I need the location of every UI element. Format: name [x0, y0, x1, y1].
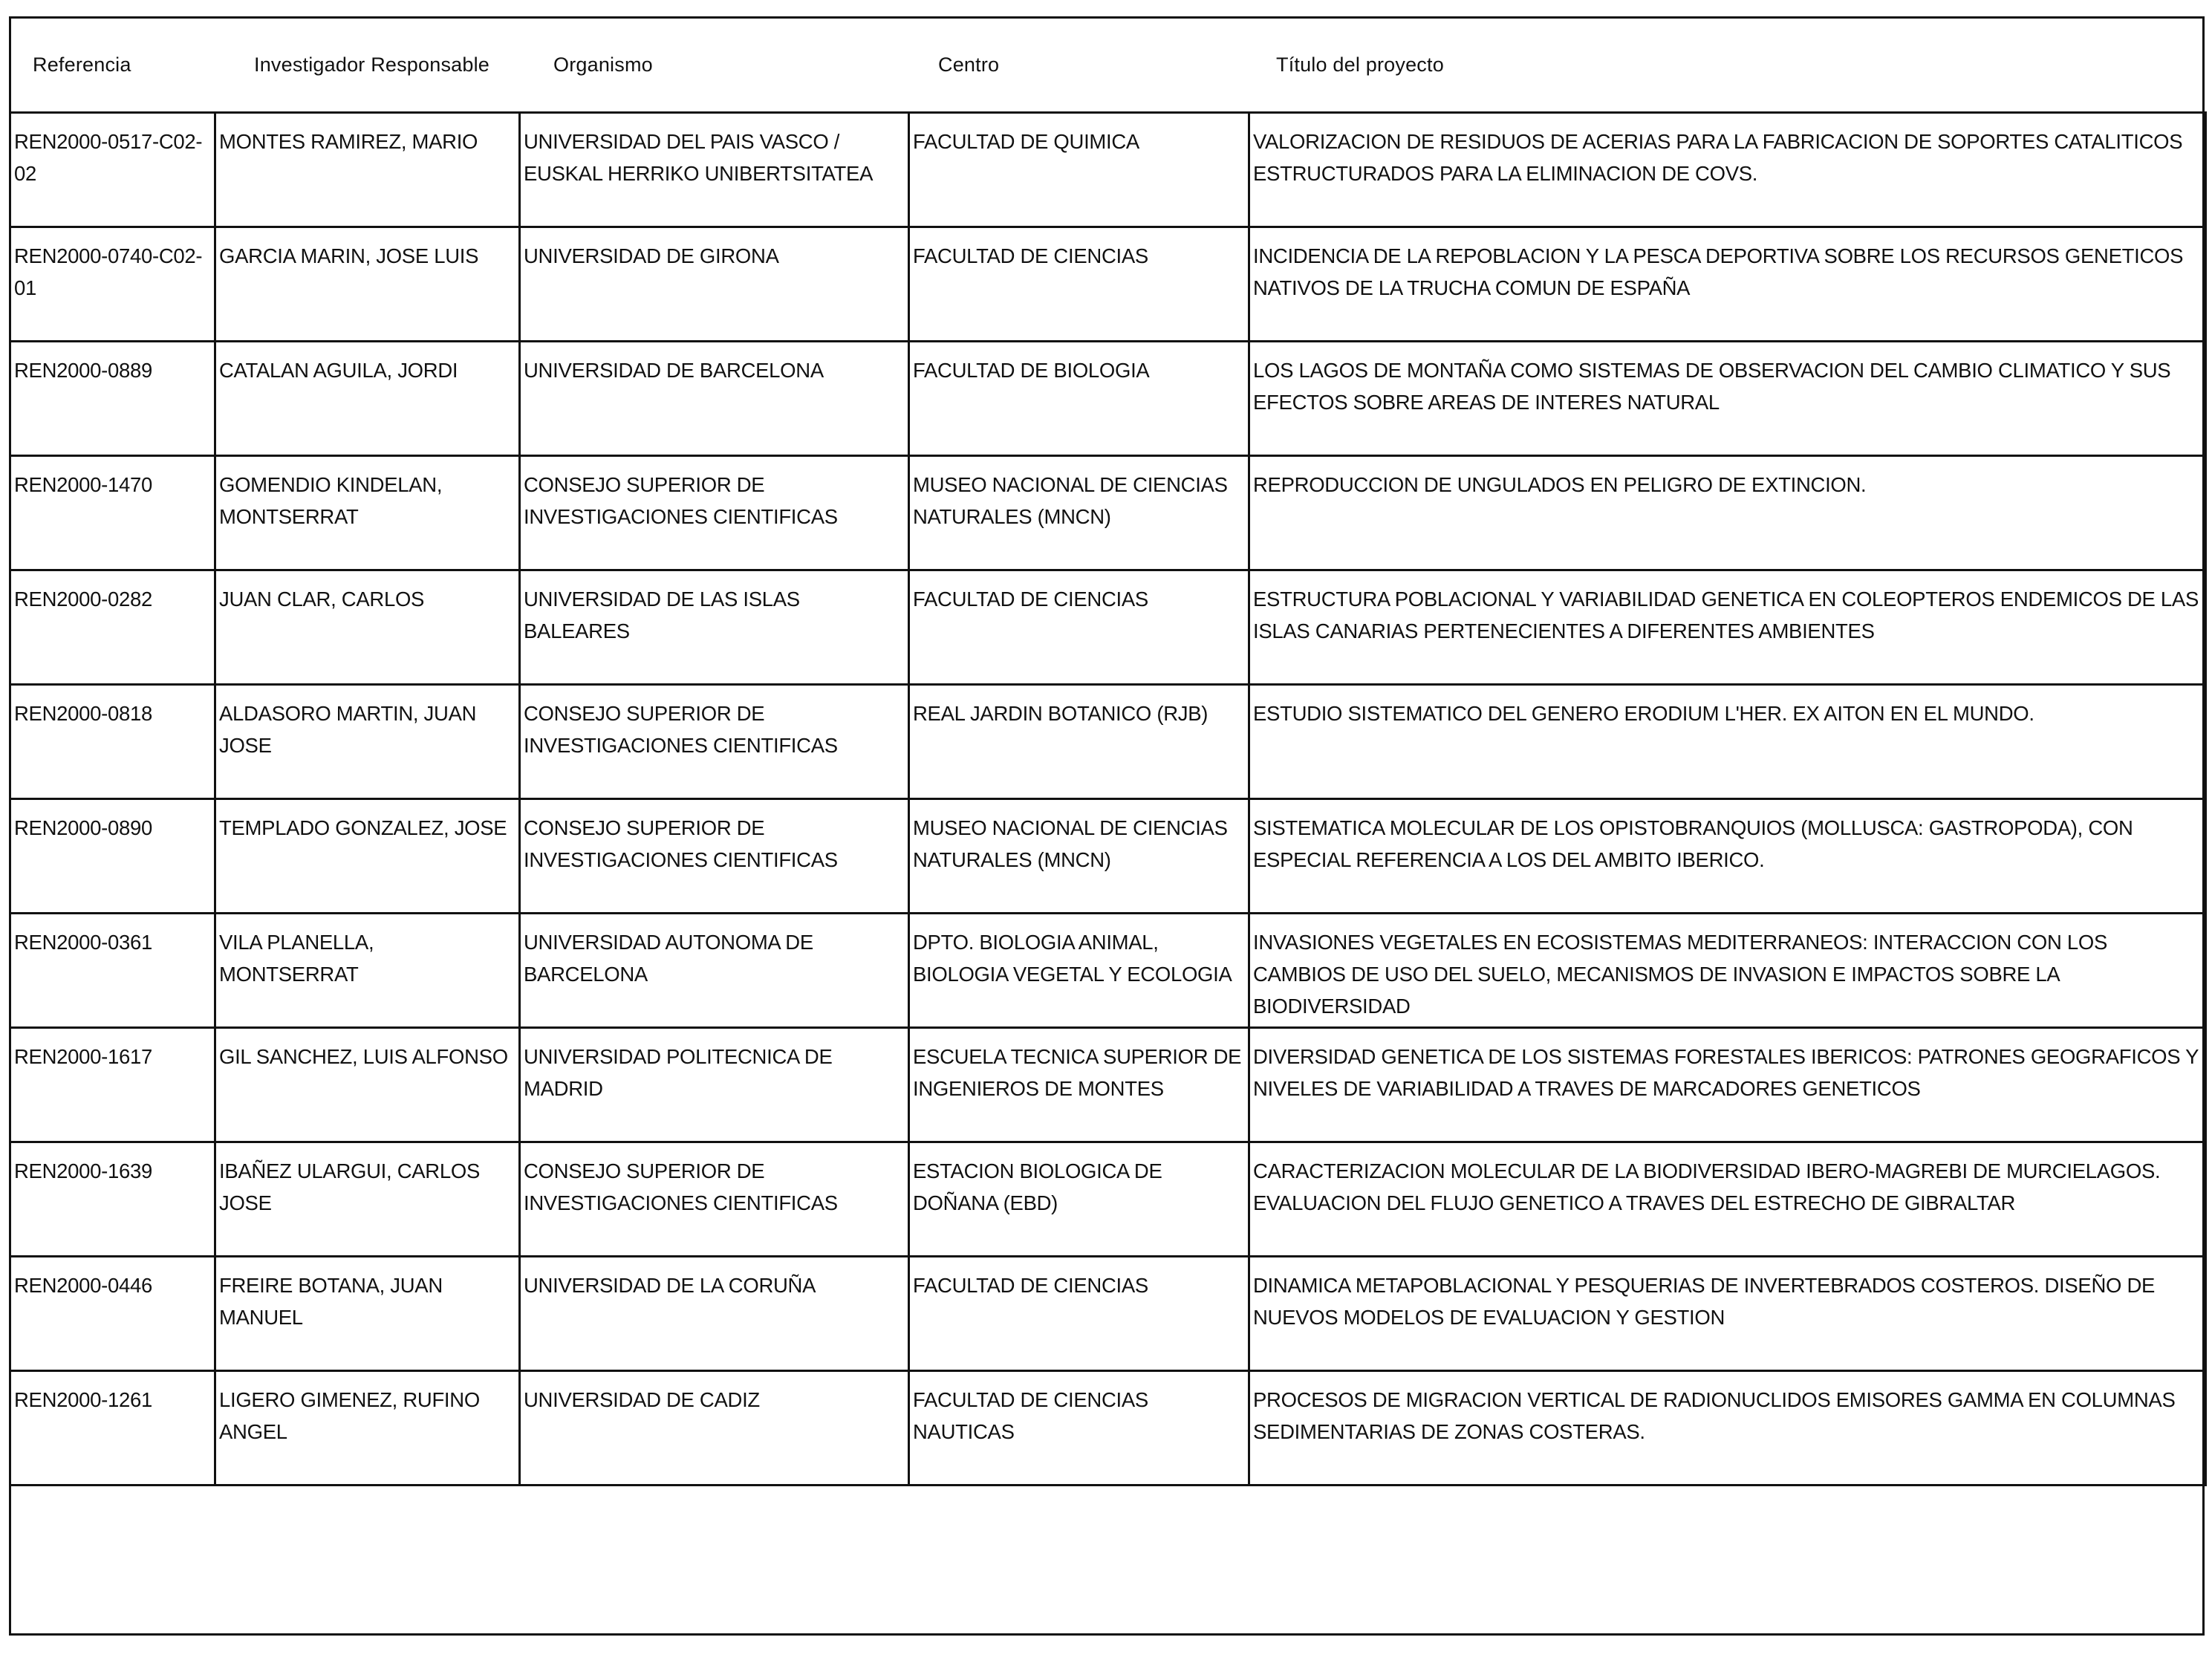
cell-centro: ESCUELA TECNICA SUPERIOR DE INGENIEROS DE MONTES	[909, 1028, 1249, 1142]
cell-centro: FACULTAD DE CIENCIAS	[909, 1257, 1249, 1371]
cell-investigador: GARCIA MARIN, JOSE LUIS	[215, 227, 520, 342]
cell-investigador: MONTES RAMIREZ, MARIO	[215, 113, 520, 227]
cell-centro: MUSEO NACIONAL DE CIENCIAS NATURALES (MNCN)	[909, 799, 1249, 914]
cell-referencia: REN2000-1470	[10, 456, 215, 570]
header-investigador: Investigador Responsable	[254, 53, 490, 76]
header-organismo: Organismo	[553, 53, 653, 76]
cell-organismo: UNIVERSIDAD DEL PAIS VASCO / EUSKAL HERRIKO UNIBERTSITATEA	[520, 113, 909, 227]
cell-organismo: UNIVERSIDAD DE LA CORUÑA	[520, 1257, 909, 1371]
table-row	[10, 1371, 2206, 1486]
cell-centro: FACULTAD DE CIENCIAS	[909, 227, 1249, 342]
cell-referencia: REN2000-0890	[10, 799, 215, 914]
cell-centro: ESTACION BIOLOGICA DE DOÑANA (EBD)	[909, 1142, 1249, 1257]
cell-organismo: CONSEJO SUPERIOR DE INVESTIGACIONES CIENTIFICAS	[520, 799, 909, 914]
cell-investigador: LIGERO GIMENEZ, RUFINO ANGEL	[215, 1371, 520, 1486]
table-header	[9, 19, 2205, 111]
projects-table	[9, 111, 2207, 1486]
cell-organismo: UNIVERSIDAD DE LAS ISLAS BALEARES	[520, 570, 909, 685]
cell-referencia: REN2000-0446	[10, 1257, 215, 1371]
table-row	[10, 570, 2206, 685]
cell-referencia: REN2000-0740-C02-01	[10, 227, 215, 342]
cell-titulo: VALORIZACION DE RESIDUOS DE ACERIAS PARA LA FABRICACION DE SOPORTES CATALITICOS ESTRUCTURADOS PARA LA ELIMINACION DE COVS.	[1249, 113, 2206, 227]
cell-organismo: CONSEJO SUPERIOR DE INVESTIGACIONES CIENTIFICAS	[520, 685, 909, 799]
cell-organismo: UNIVERSIDAD POLITECNICA DE MADRID	[520, 1028, 909, 1142]
table-row	[10, 685, 2206, 799]
cell-investigador: VILA PLANELLA, MONTSERRAT	[215, 914, 520, 1028]
table-row	[10, 456, 2206, 570]
cell-titulo: INCIDENCIA DE LA REPOBLACION Y LA PESCA DEPORTIVA SOBRE LOS RECURSOS GENETICOS NATIVOS DE LA TRUCHA COMUN DE ESPAÑA	[1249, 227, 2206, 342]
cell-investigador: GOMENDIO KINDELAN, MONTSERRAT	[215, 456, 520, 570]
header-titulo: Título del proyecto	[1276, 53, 1444, 76]
table-row	[10, 227, 2206, 342]
cell-titulo: DINAMICA METAPOBLACIONAL Y PESQUERIAS DE INVERTEBRADOS COSTEROS. DISEÑO DE NUEVOS MODELOS DE EVALUACION Y GESTION	[1249, 1257, 2206, 1371]
cell-organismo: CONSEJO SUPERIOR DE INVESTIGACIONES CIENTIFICAS	[520, 456, 909, 570]
header-centro: Centro	[938, 53, 1000, 76]
cell-organismo: UNIVERSIDAD DE GIRONA	[520, 227, 909, 342]
cell-titulo: REPRODUCCION DE UNGULADOS EN PELIGRO DE EXTINCION.	[1249, 456, 2206, 570]
table-row	[10, 1142, 2206, 1257]
cell-referencia: REN2000-0517-C02-02	[10, 113, 215, 227]
cell-organismo: UNIVERSIDAD DE BARCELONA	[520, 342, 909, 456]
cell-investigador: ALDASORO MARTIN, JUAN JOSE	[215, 685, 520, 799]
cell-titulo: CARACTERIZACION MOLECULAR DE LA BIODIVERSIDAD IBERO-MAGREBI DE MURCIELAGOS. EVALUACION DEL FLUJO GENETICO A TRAVES DEL ESTRECHO DE GIBRALTAR	[1249, 1142, 2206, 1257]
cell-titulo: SISTEMATICA MOLECULAR DE LOS OPISTOBRANQUIOS (MOLLUSCA: GASTROPODA), CON ESPECIAL REFERENCIA A LOS DEL AMBITO IBERICO.	[1249, 799, 2206, 914]
cell-titulo: ESTRUCTURA POBLACIONAL Y VARIABILIDAD GENETICA EN COLEOPTEROS ENDEMICOS DE LAS ISLAS CANARIAS PERTENECIENTES A DIFERENTES AMBIENTES	[1249, 570, 2206, 685]
cell-referencia: REN2000-1261	[10, 1371, 215, 1486]
cell-referencia: REN2000-1639	[10, 1142, 215, 1257]
cell-centro: MUSEO NACIONAL DE CIENCIAS NATURALES (MNCN)	[909, 456, 1249, 570]
table-row	[10, 799, 2206, 914]
cell-titulo: LOS LAGOS DE MONTAÑA COMO SISTEMAS DE OBSERVACION DEL CAMBIO CLIMATICO Y SUS EFECTOS SOBRE AREAS DE INTERES NATURAL	[1249, 342, 2206, 456]
cell-investigador: IBAÑEZ ULARGUI, CARLOS JOSE	[215, 1142, 520, 1257]
cell-titulo: ESTUDIO SISTEMATICO DEL GENERO ERODIUM L'HER. EX AITON EN EL MUNDO.	[1249, 685, 2206, 799]
cell-referencia: REN2000-0282	[10, 570, 215, 685]
cell-centro: DPTO. BIOLOGIA ANIMAL, BIOLOGIA VEGETAL Y ECOLOGIA	[909, 914, 1249, 1028]
cell-centro: FACULTAD DE BIOLOGIA	[909, 342, 1249, 456]
projects-table-body	[10, 113, 2206, 1486]
cell-organismo: UNIVERSIDAD AUTONOMA DE BARCELONA	[520, 914, 909, 1028]
cell-investigador: CATALAN AGUILA, JORDI	[215, 342, 520, 456]
cell-referencia: REN2000-1617	[10, 1028, 215, 1142]
cell-investigador: GIL SANCHEZ, LUIS ALFONSO	[215, 1028, 520, 1142]
cell-titulo: DIVERSIDAD GENETICA DE LOS SISTEMAS FORESTALES IBERICOS: PATRONES GEOGRAFICOS Y NIVELES DE VARIABILIDAD A TRAVES DE MARCADORES GENETICOS	[1249, 1028, 2206, 1142]
cell-organismo: CONSEJO SUPERIOR DE INVESTIGACIONES CIENTIFICAS	[520, 1142, 909, 1257]
cell-titulo: PROCESOS DE MIGRACION VERTICAL DE RADIONUCLIDOS EMISORES GAMMA EN COLUMNAS SEDIMENTARIAS DE ZONAS COSTERAS.	[1249, 1371, 2206, 1486]
table-row	[10, 113, 2206, 227]
table-row	[10, 1257, 2206, 1371]
table-row	[10, 1028, 2206, 1142]
table-row	[10, 914, 2206, 1028]
cell-investigador: TEMPLADO GONZALEZ, JOSE	[215, 799, 520, 914]
cell-centro: FACULTAD DE CIENCIAS NAUTICAS	[909, 1371, 1249, 1486]
cell-centro: FACULTAD DE QUIMICA	[909, 113, 1249, 227]
table-row	[10, 342, 2206, 456]
cell-investigador: FREIRE BOTANA, JUAN MANUEL	[215, 1257, 520, 1371]
cell-organismo: UNIVERSIDAD DE CADIZ	[520, 1371, 909, 1486]
cell-centro: FACULTAD DE CIENCIAS	[909, 570, 1249, 685]
cell-centro: REAL JARDIN BOTANICO (RJB)	[909, 685, 1249, 799]
cell-titulo: INVASIONES VEGETALES EN ECOSISTEMAS MEDITERRANEOS: INTERACCION CON LOS CAMBIOS DE USO DEL SUELO, MECANISMOS DE INVASION E IMPACTOS SOBRE LA BIODIVERSIDAD	[1249, 914, 2206, 1028]
cell-investigador: JUAN CLAR, CARLOS	[215, 570, 520, 685]
cell-referencia: REN2000-0889	[10, 342, 215, 456]
cell-referencia: REN2000-0361	[10, 914, 215, 1028]
header-referencia: Referencia	[33, 53, 131, 76]
cell-referencia: REN2000-0818	[10, 685, 215, 799]
